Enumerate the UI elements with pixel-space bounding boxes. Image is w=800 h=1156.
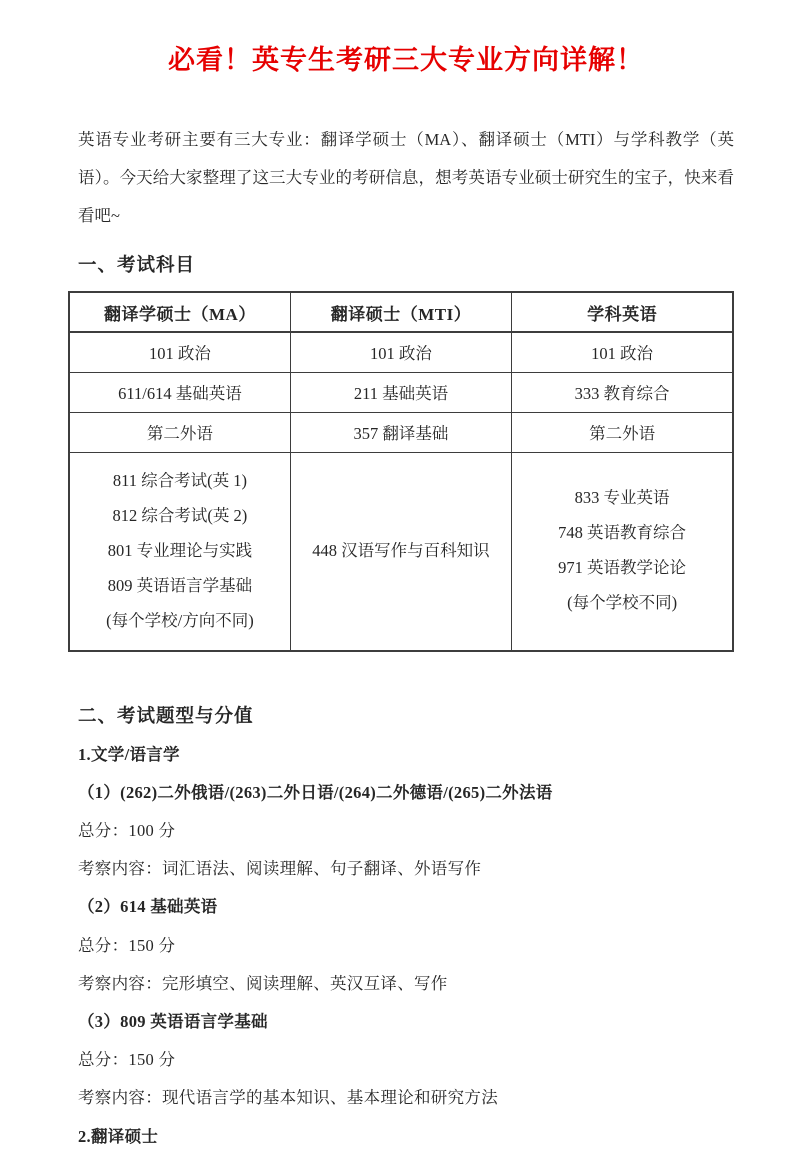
table-cell-subject-english-options (512, 452, 733, 651)
table-cell: 101 政治 (69, 332, 290, 372)
table-cell-ma-options (69, 452, 290, 651)
table-header-ma: 翻译学硕士（MA） (69, 292, 290, 332)
exam-content-line: 考察内容：词汇语法、阅读理解、句子翻译、外语写作 (78, 859, 482, 879)
item-heading-809-linguistics-basics: （3）809 英语语言学基础 (78, 1011, 268, 1031)
table-row (69, 372, 733, 412)
cell-line: 809 英语语言学基础 (107, 575, 253, 595)
table-cell: 101 政治 (290, 332, 511, 372)
section2-body (78, 736, 734, 1156)
table-cell: 211 基础英语 (290, 372, 511, 412)
cell-line: (每个学校不同) (567, 593, 678, 612)
table-header-row (69, 292, 733, 332)
table-cell: 第二外语 (512, 412, 733, 452)
total-score-line: 总分：150 分 (78, 1050, 176, 1070)
cell-line: 811 综合考试(英 1) (112, 470, 247, 490)
item-heading-second-foreign-language: （1）(262)二外俄语/(263)二外日语/(264)二外德语/(265)二外法语 (78, 782, 553, 802)
cell-line: 801 专业理论与实践 (107, 540, 253, 560)
table-header-subject-english: 学科英语 (512, 292, 733, 332)
table-cell: 333 教育综合 (512, 372, 733, 412)
table-cell: 第二外语 (69, 412, 290, 452)
table-row-multiline (69, 452, 733, 651)
subsection-heading-literature-linguistics: 1.文学/语言学 (78, 744, 180, 764)
table-cell: 101 政治 (512, 332, 733, 372)
cell-line: (每个学校/方向不同) (106, 610, 254, 630)
item-heading-614-basic-english: （2）614 基础英语 (78, 897, 218, 917)
table-cell: 357 翻译基础 (290, 412, 511, 452)
table-header-mti: 翻译硕士（MTI） (290, 292, 511, 332)
table-cell: 611/614 基础英语 (69, 372, 290, 412)
section2-heading: 二、考试题型与分值 (78, 706, 254, 727)
cell-line: 812 综合考试(英 2) (112, 505, 248, 525)
subsection-heading-translation-master: 2.翻译硕士 (78, 1126, 159, 1146)
cell-line: 833 专业英语 (574, 488, 670, 507)
exam-content-line: 考察内容：完形填空、阅读理解、英汉互译、写作 (78, 973, 448, 993)
page-title: 必看！英专生考研三大专业方向详解！ (168, 45, 644, 75)
table-cell-mti-options (290, 452, 511, 651)
section1-heading: 一、考试科目 (78, 256, 196, 276)
intro-paragraph: 英语专业考研主要有三大专业：翻译学硕士（MA）、翻译硕士（MTI）与学科教学（英语）。今天给大家整理了这三大专业的考研信息，想考英语专业硕士研究生的宝子，快来看看吧~ (78, 130, 734, 225)
table-row (69, 332, 733, 372)
exam-subjects-table (68, 291, 734, 652)
cell-line: 971 英语教学论论 (558, 558, 687, 577)
cell-line: 748 英语教育综合 (558, 523, 687, 542)
total-score-line: 总分：150 分 (78, 935, 176, 955)
table-row (69, 412, 733, 452)
total-score-line: 总分：100 分 (78, 820, 176, 840)
exam-content-line: 考察内容：现代语言学的基本知识、基本理论和研究方法 (78, 1088, 498, 1108)
cell-line: 448 汉语写作与百科知识 (312, 540, 490, 560)
